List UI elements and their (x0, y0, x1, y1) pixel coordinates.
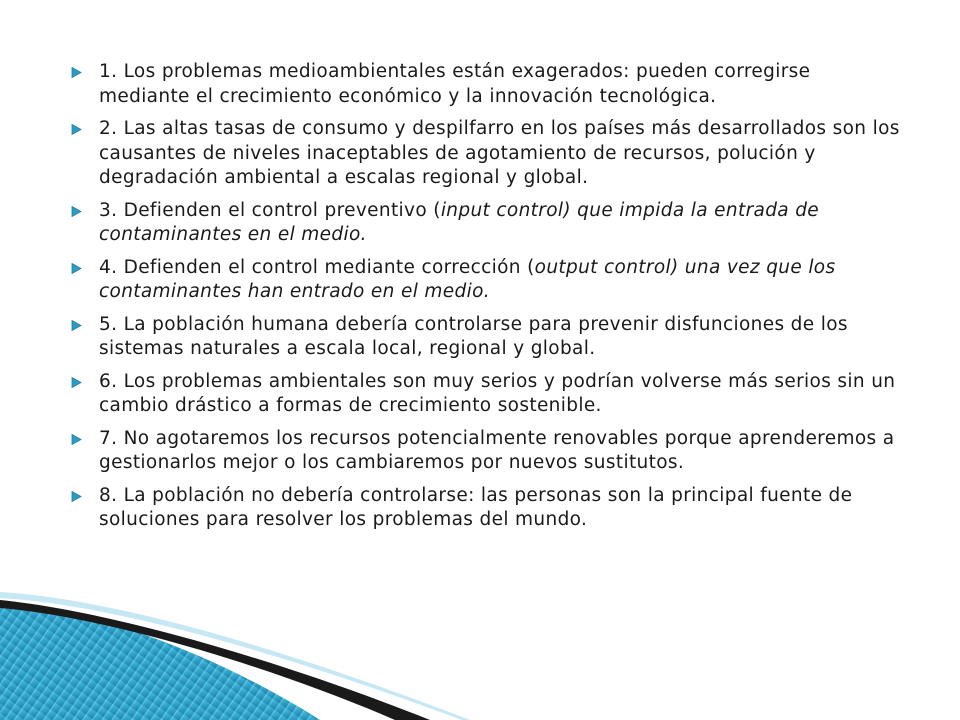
item-italic-text: input control) que impida la entrada de contaminantes en el medio. (99, 199, 820, 245)
triangle-right-bullet-icon (71, 263, 82, 274)
item-text: No agotaremos los recursos potencialmente renovables porque aprenderemos a gestionarlos mejor o los cambiaremos por nuevos sustitutos. (99, 427, 895, 473)
list-item (70, 313, 900, 362)
item-number: 2. (99, 118, 118, 139)
bullet-list (70, 60, 900, 541)
item-italic-text: output control) una vez que los contaminantes han entrado en el medio. (99, 256, 836, 302)
triangle-right-bullet-icon (71, 67, 82, 78)
item-text: La población humana debería controlarse para prevenir disfunciones de los sistemas naturales a escala local, regional y global. (99, 313, 848, 359)
item-number: 6. (99, 370, 118, 392)
list-item (70, 199, 900, 248)
item-text: Defienden el control preventivo ( (123, 199, 441, 221)
item-text: Defienden el control mediante corrección ( (123, 256, 535, 278)
list-item (70, 427, 900, 476)
triangle-right-bullet-icon (71, 434, 82, 445)
list-item (70, 256, 900, 305)
item-number: 7. (99, 427, 118, 449)
triangle-right-bullet-icon (71, 491, 82, 502)
item-number: 5. (99, 313, 118, 335)
item-number: 1. (99, 61, 118, 82)
item-number: 3. (99, 199, 118, 221)
item-text: La población no debería controlarse: las personas son la principal fuente de soluciones para resolver los problemas del mundo. (99, 484, 853, 530)
item-number: 4. (99, 256, 118, 278)
triangle-right-bullet-icon (71, 320, 82, 331)
triangle-right-bullet-icon (71, 377, 82, 388)
item-text: Las altas tasas de consumo y despilfarro en los países más desarrollados son los causantes de niveles inaceptables de agotamiento de recursos, polución y degradación ambiental a escalas regional y global. (99, 118, 900, 188)
list-item (70, 370, 900, 419)
list-item (70, 60, 900, 109)
triangle-right-bullet-icon (71, 124, 82, 135)
list-item (70, 117, 900, 191)
list-item (70, 484, 900, 533)
teal-wave-shape (0, 600, 320, 720)
item-number: 8. (99, 484, 118, 506)
item-text: Los problemas medioambientales están exagerados: pueden corregirse mediante el crecimiento económico y la innovación tecnológica. (99, 61, 811, 107)
triangle-right-bullet-icon (71, 206, 82, 217)
item-text: Los problemas ambientales son muy serios y podrían volverse más serios sin un cambio drástico a formas de crecimiento sostenible. (99, 370, 896, 416)
